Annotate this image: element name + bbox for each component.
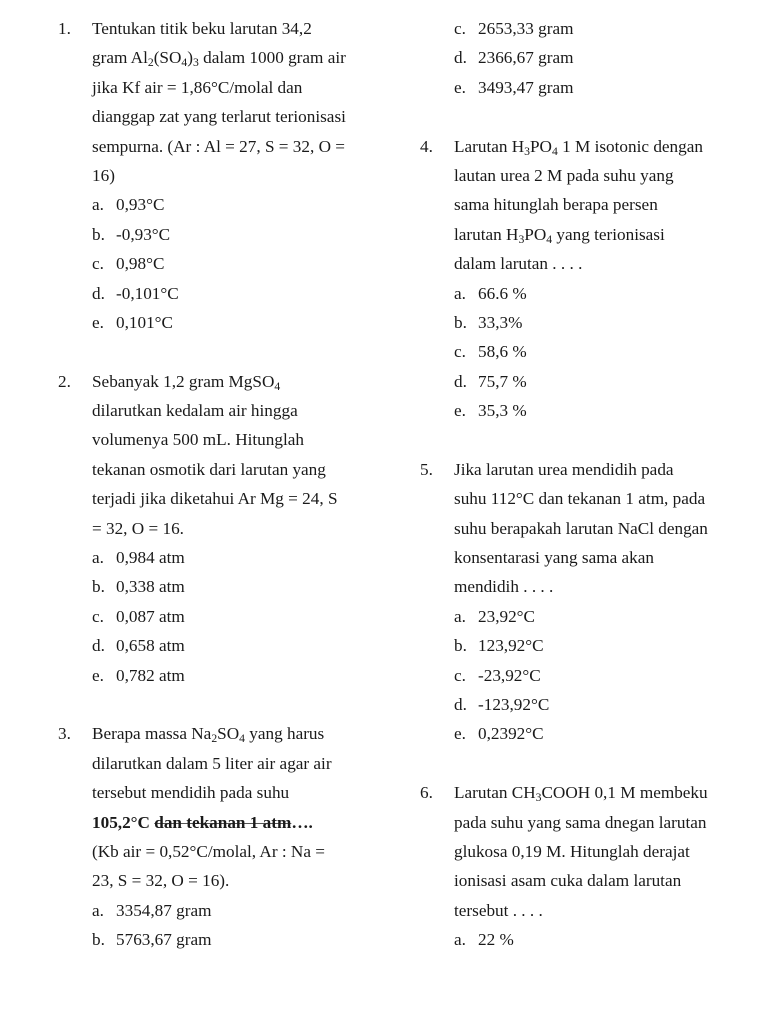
question-text: pada suhu yang sama dnegan larutan	[454, 812, 707, 832]
option-text: -123,92°C	[478, 694, 550, 714]
answer-option[interactable]	[420, 631, 750, 660]
question-text: dalam larutan . . . .	[454, 254, 583, 274]
answer-option-continued[interactable]	[420, 73, 750, 102]
top-margin-spacer	[420, 0, 750, 14]
option-text: 2653,33 gram	[478, 19, 574, 38]
question-line	[58, 866, 388, 895]
option-text: 0,2392°C	[478, 724, 544, 744]
question-number: 1.	[58, 19, 71, 38]
answer-option-continued[interactable]	[420, 14, 750, 43]
question-number: 4.	[420, 136, 433, 156]
question-line	[58, 102, 388, 131]
option-letter: d.	[454, 48, 467, 68]
answer-option[interactable]	[420, 690, 750, 719]
answer-option[interactable]	[58, 249, 388, 278]
block-spacer	[58, 337, 388, 366]
question-line	[58, 425, 388, 454]
option-letter: c.	[92, 254, 104, 274]
option-text: 0,101°C	[116, 312, 174, 332]
question-text: Sebanyak 1,2 gram MgSO$_4$	[92, 371, 281, 393]
question-line	[420, 572, 750, 601]
question-text: konsentarasi yang sama akan	[454, 548, 654, 568]
option-letter: e.	[92, 665, 104, 685]
question-line	[420, 808, 750, 837]
answer-option[interactable]	[58, 896, 388, 925]
option-letter: a.	[92, 900, 104, 920]
answer-option[interactable]	[58, 572, 388, 601]
question-line	[420, 837, 750, 866]
option-letter: b.	[454, 636, 467, 656]
answer-option[interactable]	[58, 190, 388, 219]
question-line	[420, 220, 750, 249]
question-text: Berapa massa $Na_2SO_4$ yang harus	[92, 724, 325, 746]
option-letter: a.	[92, 195, 104, 215]
answer-option[interactable]	[420, 367, 750, 396]
option-text: 0,782 atm	[116, 665, 185, 685]
question-line	[58, 396, 388, 425]
question-first-line	[58, 14, 388, 43]
question-block	[420, 132, 750, 426]
option-letter: e.	[92, 312, 104, 332]
question-first-line	[420, 455, 750, 484]
question-line	[420, 896, 750, 925]
question-text: Tentukan titik beku larutan 34,2	[92, 19, 312, 38]
option-letter: e.	[454, 77, 466, 97]
question-text: Jika larutan urea mendidih pada	[454, 459, 674, 479]
question-text: = 32, O = 16.	[92, 518, 184, 538]
answer-option[interactable]	[420, 925, 750, 954]
question-line	[58, 161, 388, 190]
question-number: 6.	[420, 783, 433, 803]
question-line	[420, 484, 750, 513]
answer-option[interactable]	[420, 661, 750, 690]
question-text: (Kb air = 0,52°C/molal, Ar : Na =	[92, 841, 325, 861]
answer-option[interactable]	[58, 661, 388, 690]
answer-option[interactable]	[420, 279, 750, 308]
question-text: dianggap zat yang terlarut terionisasi	[92, 107, 346, 127]
block-spacer	[420, 102, 750, 131]
question-block	[58, 719, 388, 954]
option-text: 0,338 atm	[116, 577, 185, 597]
option-letter: c.	[454, 342, 466, 362]
question-text: tersebut . . . .	[454, 900, 543, 920]
question-line	[420, 190, 750, 219]
option-text: -23,92°C	[478, 665, 541, 685]
question-text: suhu berapakah larutan NaCl dengan	[454, 518, 708, 538]
option-text: 0,93°C	[116, 195, 165, 215]
option-text: 0,984 atm	[116, 548, 185, 568]
option-text: 58,6 %	[478, 342, 527, 362]
question-block	[58, 14, 388, 337]
option-letter: c.	[454, 665, 466, 685]
answer-option[interactable]	[420, 602, 750, 631]
option-letter: c.	[454, 19, 466, 38]
answer-option[interactable]	[58, 220, 388, 249]
option-text: 35,3 %	[478, 401, 527, 421]
question-number: 5.	[420, 459, 433, 479]
option-letter: b.	[92, 577, 105, 597]
option-text: 33,3%	[478, 312, 523, 332]
question-line	[420, 161, 750, 190]
option-text: 2366,67 gram	[478, 48, 574, 68]
question-block	[420, 778, 750, 954]
option-letter: a.	[454, 930, 466, 950]
option-letter: d.	[454, 694, 467, 714]
question-text: dilarutkan dalam 5 liter air agar air	[92, 753, 332, 773]
question-text: dilarutkan kedalam air hingga	[92, 401, 298, 421]
question-first-line	[420, 132, 750, 161]
question-text: mendidih . . . .	[454, 577, 554, 597]
question-first-line	[58, 367, 388, 396]
question-text: sama hitunglah berapa persen	[454, 195, 658, 215]
question-text: terjadi jika diketahui Ar Mg = 24, S	[92, 489, 338, 509]
question-line	[420, 866, 750, 895]
answer-option[interactable]	[420, 337, 750, 366]
option-letter: b.	[92, 930, 105, 950]
question-text: 16)	[92, 165, 115, 185]
question-text: jika Kf air = 1,86°C/molal dan	[92, 77, 303, 97]
answer-option[interactable]	[420, 396, 750, 425]
question-text: gram $Al_2(SO_4)_3$ dalam 1000 gram air	[92, 48, 346, 70]
question-block	[420, 455, 750, 749]
question-line	[420, 514, 750, 543]
option-text: 3354,87 gram	[116, 900, 212, 920]
option-letter: d.	[454, 371, 467, 391]
question-line	[58, 837, 388, 866]
answer-option[interactable]	[58, 308, 388, 337]
answer-option[interactable]	[58, 631, 388, 660]
question-line	[58, 749, 388, 778]
option-letter: d.	[92, 283, 105, 303]
option-letter: a.	[92, 548, 104, 568]
question-line	[58, 73, 388, 102]
answer-option[interactable]	[58, 279, 388, 308]
option-text: 23,92°C	[478, 606, 536, 626]
option-text: 0,98°C	[116, 254, 165, 274]
question-first-line	[58, 719, 388, 748]
question-line	[58, 808, 388, 837]
answer-option[interactable]	[420, 719, 750, 748]
question-text: glukosa 0,19 M. Hitunglah derajat	[454, 841, 690, 861]
question-line	[58, 484, 388, 513]
option-text: 22 %	[478, 930, 514, 950]
right-column	[420, 0, 750, 955]
question-text: tersebut mendidih pada suhu	[92, 783, 290, 803]
question-text: 23, S = 32, O = 16).	[92, 871, 230, 891]
question-line	[58, 778, 388, 807]
option-letter: d.	[92, 636, 105, 656]
question-line	[420, 249, 750, 278]
answer-option-continued[interactable]	[420, 43, 750, 72]
option-letter: b.	[454, 312, 467, 332]
answer-option[interactable]	[58, 543, 388, 572]
option-text: 5763,67 gram	[116, 930, 212, 950]
answer-option[interactable]	[58, 925, 388, 954]
question-number: 2.	[58, 371, 71, 391]
option-text: 75,7 %	[478, 371, 527, 391]
question-first-line	[420, 778, 750, 807]
option-text: 0,658 atm	[116, 636, 185, 656]
question-text: tekanan osmotik dari larutan yang	[92, 459, 326, 479]
option-text: -0,93°C	[116, 224, 171, 244]
question-line	[58, 132, 388, 161]
option-text: 123,92°C	[478, 636, 544, 656]
option-text: 0,087 atm	[116, 606, 185, 626]
option-text: -0,101°C	[116, 283, 179, 303]
question-block	[58, 367, 388, 690]
question-text: lautan urea 2 M pada suhu yang	[454, 165, 674, 185]
question-text: suhu 112°C dan tekanan 1 atm, pada	[454, 489, 706, 509]
answer-option[interactable]	[58, 602, 388, 631]
option-letter: e.	[454, 724, 466, 744]
question-text: Larutan $CH_3COOH$ 0,1 M membeku	[454, 783, 708, 805]
option-letter: a.	[454, 606, 466, 626]
block-spacer	[58, 690, 388, 719]
option-text: 3493,47 gram	[478, 77, 574, 97]
option-text: 66.6 %	[478, 283, 527, 303]
question-line	[58, 514, 388, 543]
block-spacer	[420, 749, 750, 778]
option-letter: a.	[454, 283, 466, 303]
question-text: 105,2°C dan tekanan 1 atm….	[92, 812, 313, 832]
left-column	[58, 0, 388, 955]
question-number: 3.	[58, 724, 71, 744]
question-text: Larutan $H_3PO_4$ 1 M isotonic dengan	[454, 136, 703, 158]
question-text: larutan $H_3PO_4$ yang terionisasi	[454, 224, 665, 246]
option-letter: b.	[92, 224, 105, 244]
question-text: ionisasi asam cuka dalam larutan	[454, 871, 682, 891]
question-text: sempurna. (Ar : Al = 27, S = 32, O =	[92, 136, 345, 156]
question-line	[420, 543, 750, 572]
top-margin-spacer	[58, 0, 388, 14]
option-letter: c.	[92, 606, 104, 626]
question-line	[58, 43, 388, 72]
question-line	[58, 455, 388, 484]
block-spacer	[420, 425, 750, 454]
option-letter: e.	[454, 401, 466, 421]
answer-option[interactable]	[420, 308, 750, 337]
question-text: volumenya 500 mL. Hitunglah	[92, 430, 304, 450]
